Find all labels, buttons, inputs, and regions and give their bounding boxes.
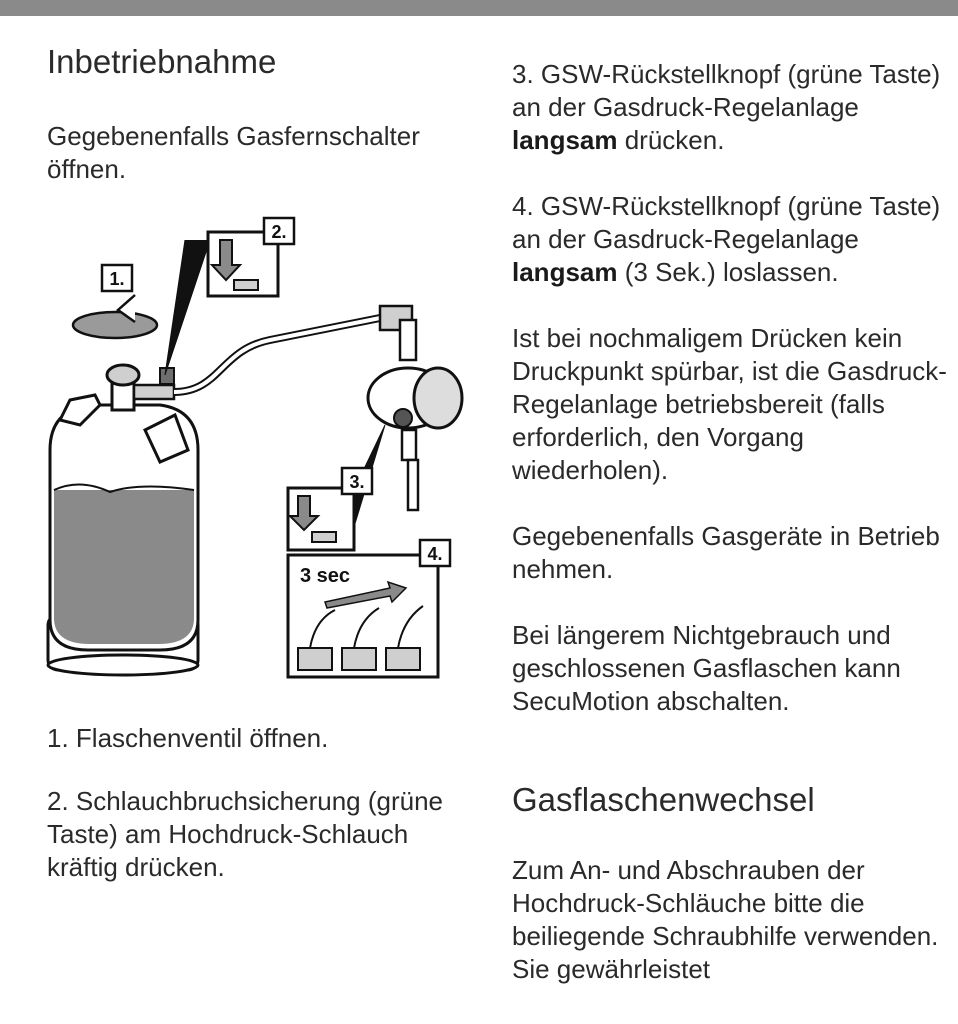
timer-label: 3 sec	[300, 565, 351, 587]
secumotion-paragraph: Bei längerem Nichtgebrauch und geschlossenen Gasflaschen kann SecuMotion abschalten.	[512, 620, 901, 716]
step-4-text	[512, 190, 952, 289]
devices-paragraph: Gegebenenfalls Gasgeräte in Betrieb nehmen.	[512, 521, 940, 584]
left-column	[47, 40, 467, 186]
heading-inbetriebnahme: Inbetriebnahme	[47, 43, 277, 80]
ready-paragraph: Ist bei nochmaligem Drücken kein Druckpunkt spürbar, ist die Gasdruck-Regelanlage betriebsbereit (falls erforderlich, den Vorgang wiederholen).	[512, 323, 947, 485]
top-bar	[0, 0, 958, 16]
step-label-4: 4.	[427, 544, 443, 564]
step-3-text	[512, 58, 952, 157]
step-2-text: 2. Schlauchbruchsicherung (grüne Taste) am Hochdruck-Schlauch kräftig drücken.	[47, 786, 444, 882]
gas-bottle	[48, 295, 198, 675]
left-steps	[47, 722, 467, 884]
step-4-post: (3 Sek.) loslassen.	[617, 257, 839, 287]
step-3-bold: langsam	[512, 125, 618, 155]
right-column	[512, 58, 952, 986]
step-4-bold: langsam	[512, 257, 618, 287]
heading-gasflaschenwechsel: Gasflaschenwechsel	[512, 781, 815, 818]
step-label-3: 3.	[349, 472, 365, 492]
step-1-text: 1. Flaschenventil öffnen.	[47, 723, 329, 753]
gas-pressure-regulator	[368, 306, 462, 510]
step-label-1: 1.	[109, 269, 125, 289]
gas-bottle-illustration	[40, 210, 470, 690]
intro-text: Gegebenenfalls Gasfernschalter öffnen.	[47, 121, 420, 184]
step-4-pre: 4. GSW-Rückstellknopf (grüne Taste) an der Gasdruck-Regelanlage	[512, 191, 941, 254]
step-label-2: 2.	[271, 222, 287, 242]
step-3-pre: 3. GSW-Rückstellknopf (grüne Taste) an der Gasdruck-Regelanlage	[512, 59, 941, 122]
step-3-post: drücken.	[617, 125, 725, 155]
change-paragraph: Zum An- und Abschrauben der Hochdruck-Schläuche bitte die beiliegende Schraubhilfe verwenden. Sie gewährleistet	[512, 855, 939, 984]
